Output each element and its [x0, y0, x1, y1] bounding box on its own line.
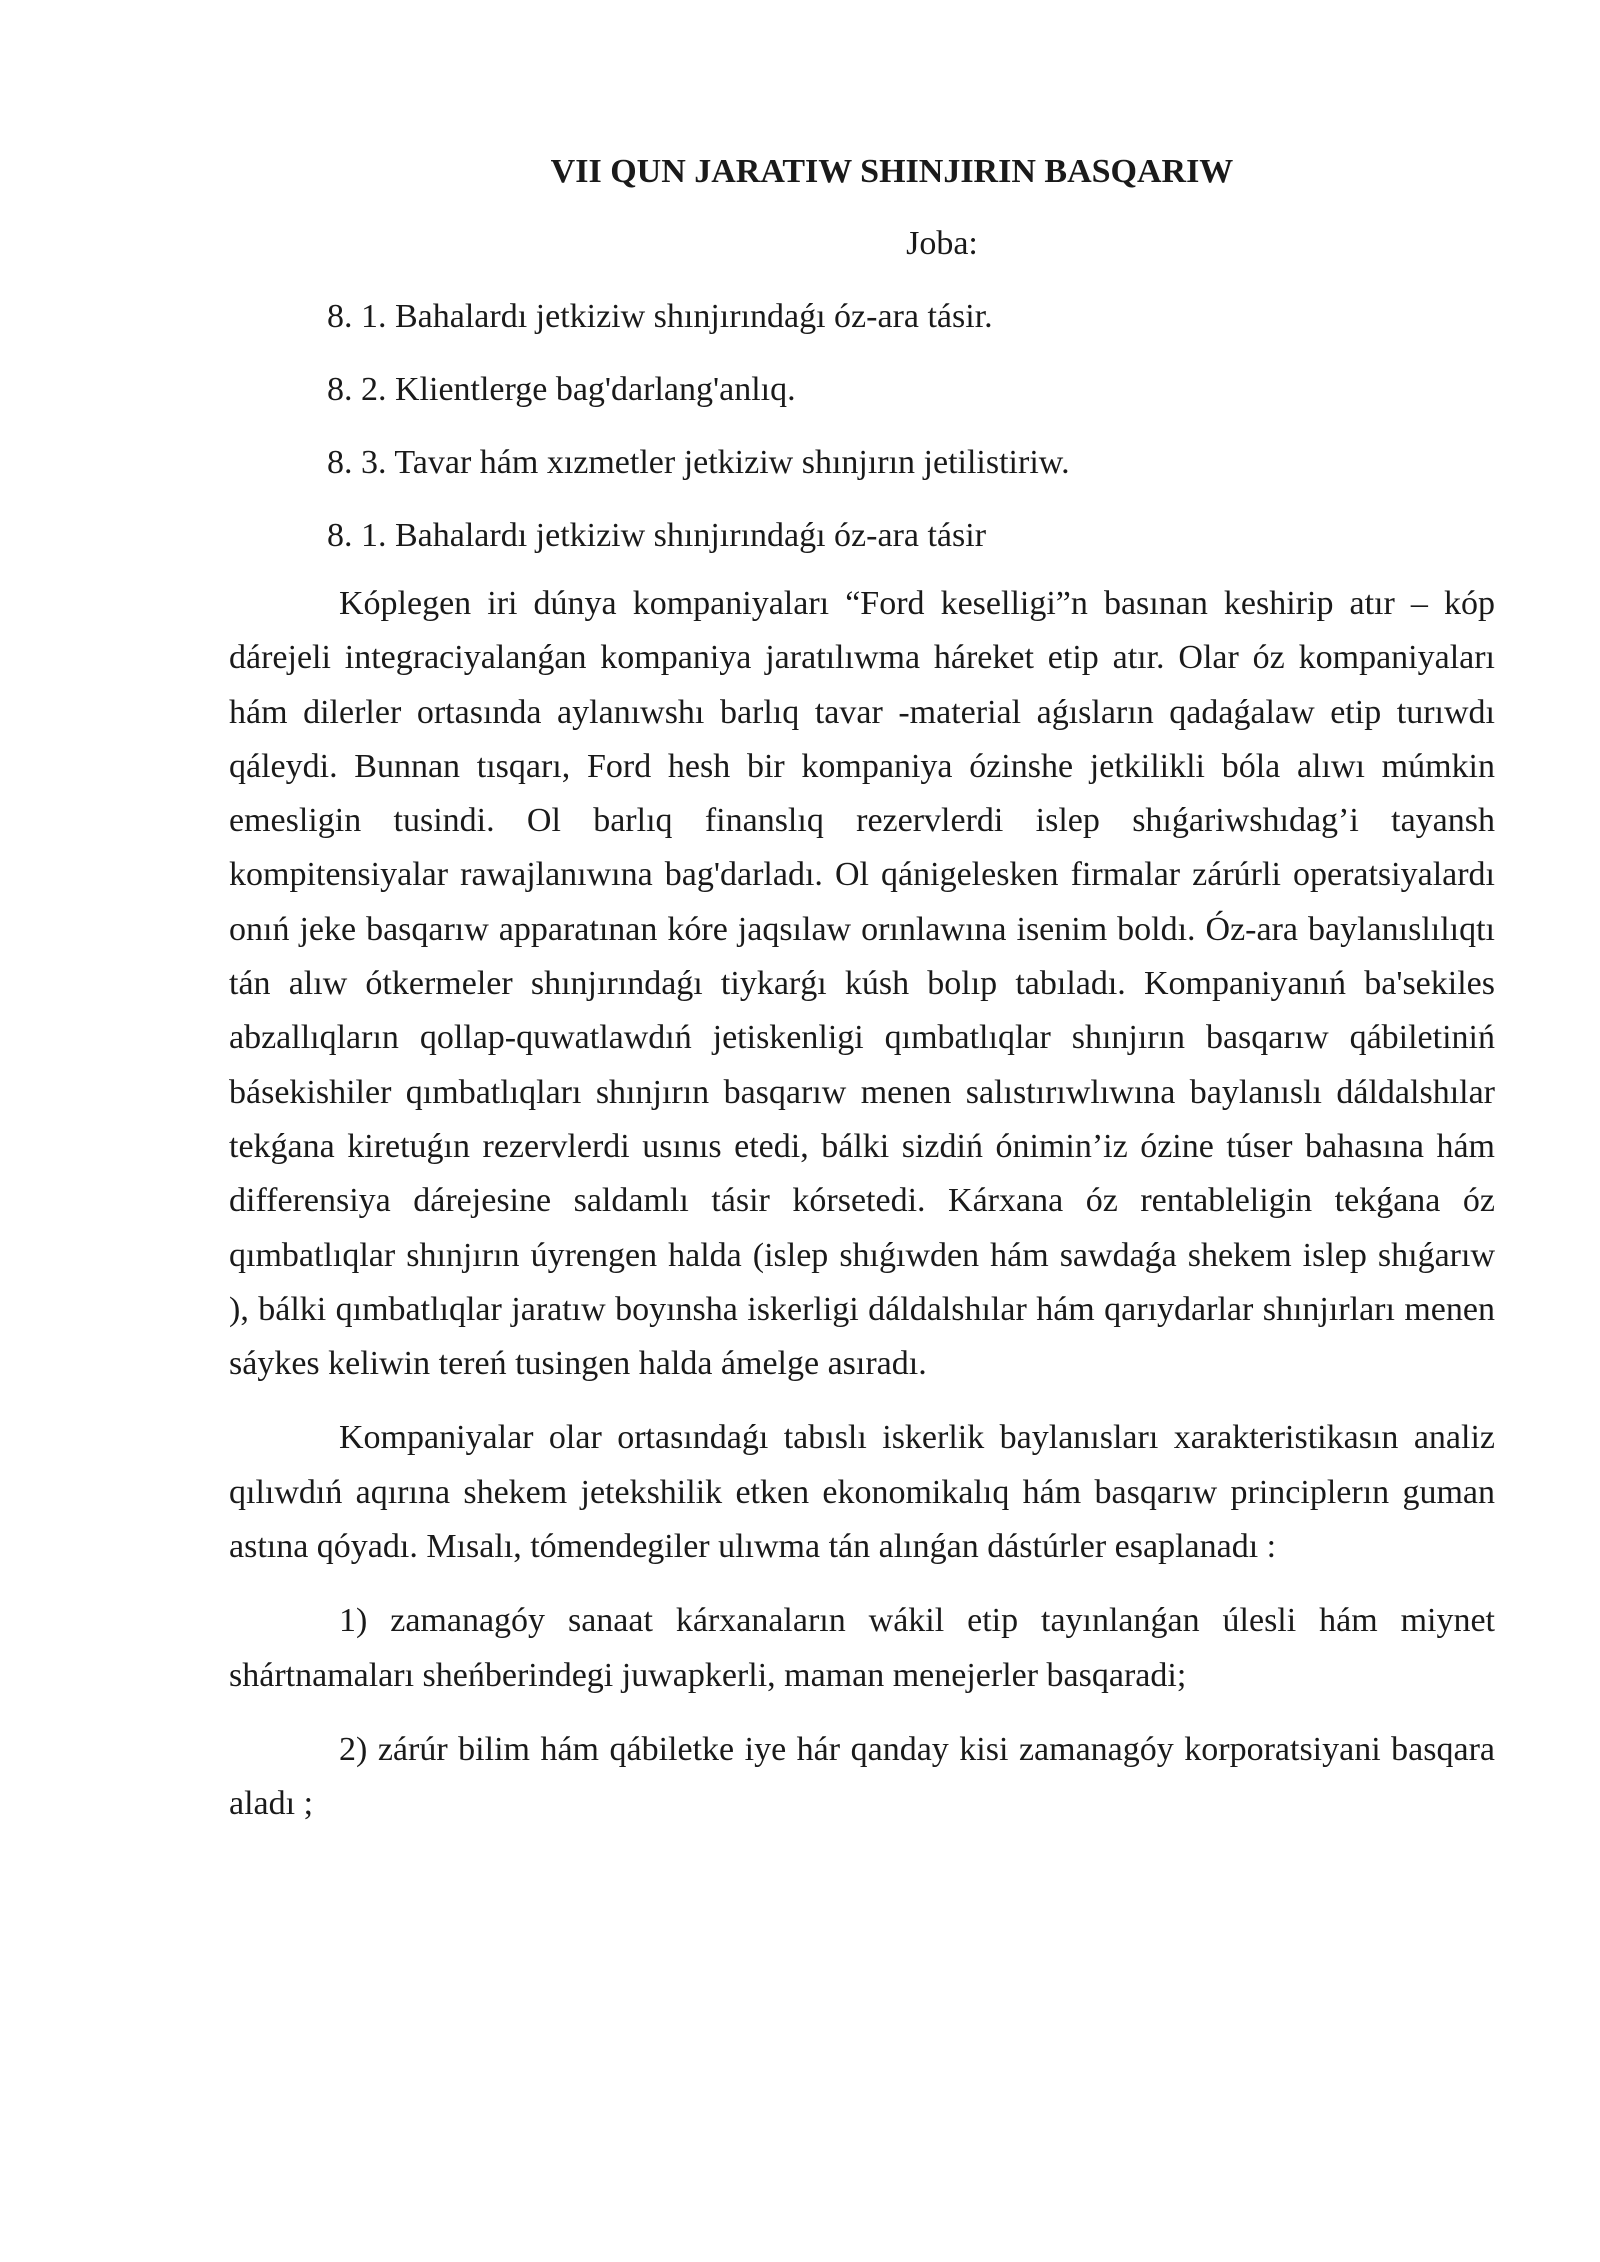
- plan-item: 8. 1. Bahalardı jetkiziw shınjırındaǵı óz-ara tásir.: [327, 298, 993, 335]
- list-paragraph: 1) zamanagóy sanaat kárxanaların wákil etip tayınlanǵan úlesli hám miynet shártnamaları sheńberindegi juwapkerli, maman menejerler basqaradi;: [229, 1602, 1495, 1694]
- plan-label: Joba:: [906, 225, 978, 262]
- plan-item: 8. 3. Tavar hám xızmetler jetkiziw shınjırın jetilistiriw.: [327, 444, 1070, 481]
- body-paragraph: Kóplegen iri dúnya kompaniyaları “Ford keselligi”n basınan keshirip atır – kóp dárejeli integraciyalanǵan kompaniya jaratılıwma háreket etip atır. Olar óz kompaniyaları hám dilerler ortasında aylanıwshı barlıq tavar -material aǵısların qadaǵalaw etip turıwdı qáleydi. Bunnan tısqarı, Ford hesh bir kompaniya ózinshe jetkilikli bóla alıwı múmkin emesligin tusindi. Ol barlıq finanslıq rezervlerdi islep shıǵariwshıdag’i tayansh kompitensiyalar rawajlanıwına bag'darladı. Ol qánigelesken firmalar zárúrli operatsiyalardı onıń jeke basqarıw apparatınan kóre jaqsılaw orınlawına isenim boldı. Óz-ara baylanıslılıqtı tán alıw ótkermeler shınjırındaǵı tiykarǵı kúsh bolıp tabıladı. Kompaniyanıń ba'sekiles abzallıqların qollap-quwatlawdıń jetiskenligi qımbatlıqlar shınjırın basqarıw qábiletiniń básekishiler qımbatlıqları shınjırın basqarıw menen salıstırıwlıwına baylanıslı dáldalshılar tekǵana kiretuǵın rezervlerdi usınıs etedi, bálki sizdiń ónimin’iz ózine túser bahasına hám differensiya dárejesine saldamlı tásir kórsetedi. Kárxana óz rentableligin tekǵana óz qımbatlıqlar shınjırın úyrengen halda (islep shıǵıwden hám sawdaǵa shekem islep shıǵarıw ), bálki qımbatlıqlar jaratıw boyınsha iskerligi dáldalshılar hám qarıydarlar shınjırları menen sáykes keliwin tereń tusingen halda ámelge asıradı.: [229, 585, 1495, 1383]
- plan-list: [229, 295, 1495, 558]
- plan-item: 8. 2. Klientlerge bag'darlang'anlıq.: [327, 371, 796, 408]
- list-paragraph: 2) zárúr bilim hám qábiletke iye hár qanday kisi zamanagóy korporatsiyani basqara aladı ;: [229, 1730, 1495, 1823]
- plan-item: 8. 1. Bahalardı jetkiziw shınjırındaǵı óz-ara tásir: [327, 517, 987, 554]
- body-paragraph: Kompaniyalar olar ortasındaǵı tabıslı iskerlik baylanısları xarakteristikasın analiz qılıwdıń aqırına shekem jetekshilik etken ekonomikalıq hám basqarıw principlerın guman astına qóyadı. Mısalı, tómendegiler ulıwma tán alınǵan dástúrler esaplanadı :: [229, 1419, 1495, 1566]
- document-title: VII QUN JARATIW SHINJIRIN BASQARIW: [550, 153, 1234, 190]
- document-page: [229, 150, 1495, 1832]
